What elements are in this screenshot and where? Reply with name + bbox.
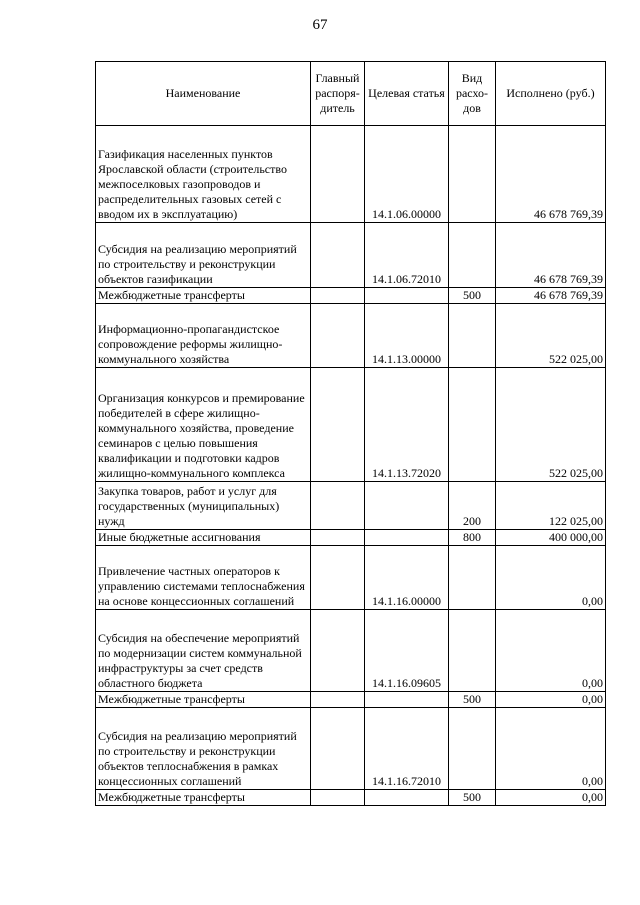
budget-table [95, 61, 606, 806]
row-vid [449, 126, 496, 223]
row-name: Газификация населенных пунктов Ярославской области (строительство межпоселковых газопроводов и распределительных газовых сетей с вводом их в эксплуатацию) [96, 126, 311, 223]
table-row [96, 610, 606, 692]
header-celevaya: Целевая статья [365, 62, 449, 126]
row-celevaya: 14.1.13.72020 [365, 368, 449, 482]
row-ispolneno: 0,00 [496, 610, 606, 692]
row-ispolneno: 0,00 [496, 546, 606, 610]
row-glavny [311, 288, 365, 304]
row-glavny [311, 126, 365, 223]
row-vid [449, 610, 496, 692]
row-vid [449, 304, 496, 368]
row-ispolneno: 46 678 769,39 [496, 288, 606, 304]
row-ispolneno: 0,00 [496, 692, 606, 708]
table-row [96, 692, 606, 708]
row-vid [449, 223, 496, 288]
row-glavny [311, 610, 365, 692]
row-ispolneno: 400 000,00 [496, 530, 606, 546]
row-vid: 500 [449, 790, 496, 806]
table-row [96, 546, 606, 610]
header-glavny: Главный распоря-дитель [311, 62, 365, 126]
row-name: Субсидия на обеспечение мероприятий по модернизации систем коммунальной инфраструктуры за счет средств областного бюджета [96, 610, 311, 692]
row-celevaya [365, 692, 449, 708]
row-celevaya: 14.1.16.00000 [365, 546, 449, 610]
table-row [96, 790, 606, 806]
row-glavny [311, 546, 365, 610]
table-row [96, 288, 606, 304]
page-number: 67 [312, 17, 328, 33]
row-name: Организация конкурсов и премирование победителей в сфере жилищно-коммунального хозяйства, проведение семинаров с целью повышения квалификации и подготовки кадров жилищно-коммунального комплекса [96, 368, 311, 482]
row-ispolneno: 0,00 [496, 790, 606, 806]
row-name: Иные бюджетные ассигнования [96, 530, 311, 546]
row-vid [449, 546, 496, 610]
row-glavny [311, 223, 365, 288]
table-row [96, 304, 606, 368]
row-celevaya: 14.1.06.00000 [365, 126, 449, 223]
row-glavny [311, 692, 365, 708]
row-name: Субсидия на реализацию мероприятий по строительству и реконструкции объектов газификации [96, 223, 311, 288]
row-name: Межбюджетные трансферты [96, 692, 311, 708]
row-ispolneno: 122 025,00 [496, 482, 606, 530]
row-celevaya: 14.1.06.72010 [365, 223, 449, 288]
row-name: Субсидия на реализацию мероприятий по строительству и реконструкции объектов теплоснабжения в рамках концессионных соглашений [96, 708, 311, 790]
row-vid: 500 [449, 692, 496, 708]
row-celevaya: 14.1.13.00000 [365, 304, 449, 368]
row-celevaya [365, 790, 449, 806]
row-vid: 200 [449, 482, 496, 530]
table-row [96, 368, 606, 482]
row-ispolneno: 46 678 769,39 [496, 126, 606, 223]
row-glavny [311, 790, 365, 806]
header-ispolneno: Исполнено (руб.) [496, 62, 606, 126]
row-glavny [311, 368, 365, 482]
row-vid [449, 368, 496, 482]
row-ispolneno: 46 678 769,39 [496, 223, 606, 288]
row-ispolneno: 522 025,00 [496, 368, 606, 482]
row-celevaya [365, 288, 449, 304]
table-row [96, 530, 606, 546]
header-vid: Вид расхо-дов [449, 62, 496, 126]
row-glavny [311, 482, 365, 530]
row-vid: 800 [449, 530, 496, 546]
table-row [96, 126, 606, 223]
row-name: Информационно-пропагандистское сопровождение реформы жилищно-коммунального хозяйства [96, 304, 311, 368]
table-row [96, 223, 606, 288]
row-ispolneno: 522 025,00 [496, 304, 606, 368]
row-vid [449, 708, 496, 790]
header-name: Наименование [96, 62, 311, 126]
header-row [96, 62, 606, 126]
row-ispolneno: 0,00 [496, 708, 606, 790]
row-celevaya: 14.1.16.09605 [365, 610, 449, 692]
row-name: Закупка товаров, работ и услуг для государственных (муниципальных) нужд [96, 482, 311, 530]
row-vid: 500 [449, 288, 496, 304]
row-glavny [311, 708, 365, 790]
table-row [96, 482, 606, 530]
row-celevaya [365, 530, 449, 546]
row-name: Межбюджетные трансферты [96, 790, 311, 806]
row-glavny [311, 530, 365, 546]
row-celevaya [365, 482, 449, 530]
row-name: Межбюджетные трансферты [96, 288, 311, 304]
row-celevaya: 14.1.16.72010 [365, 708, 449, 790]
row-glavny [311, 304, 365, 368]
row-name: Привлечение частных операторов к управлению системами теплоснабжения на основе концессионных соглашений [96, 546, 311, 610]
table-row [96, 708, 606, 790]
